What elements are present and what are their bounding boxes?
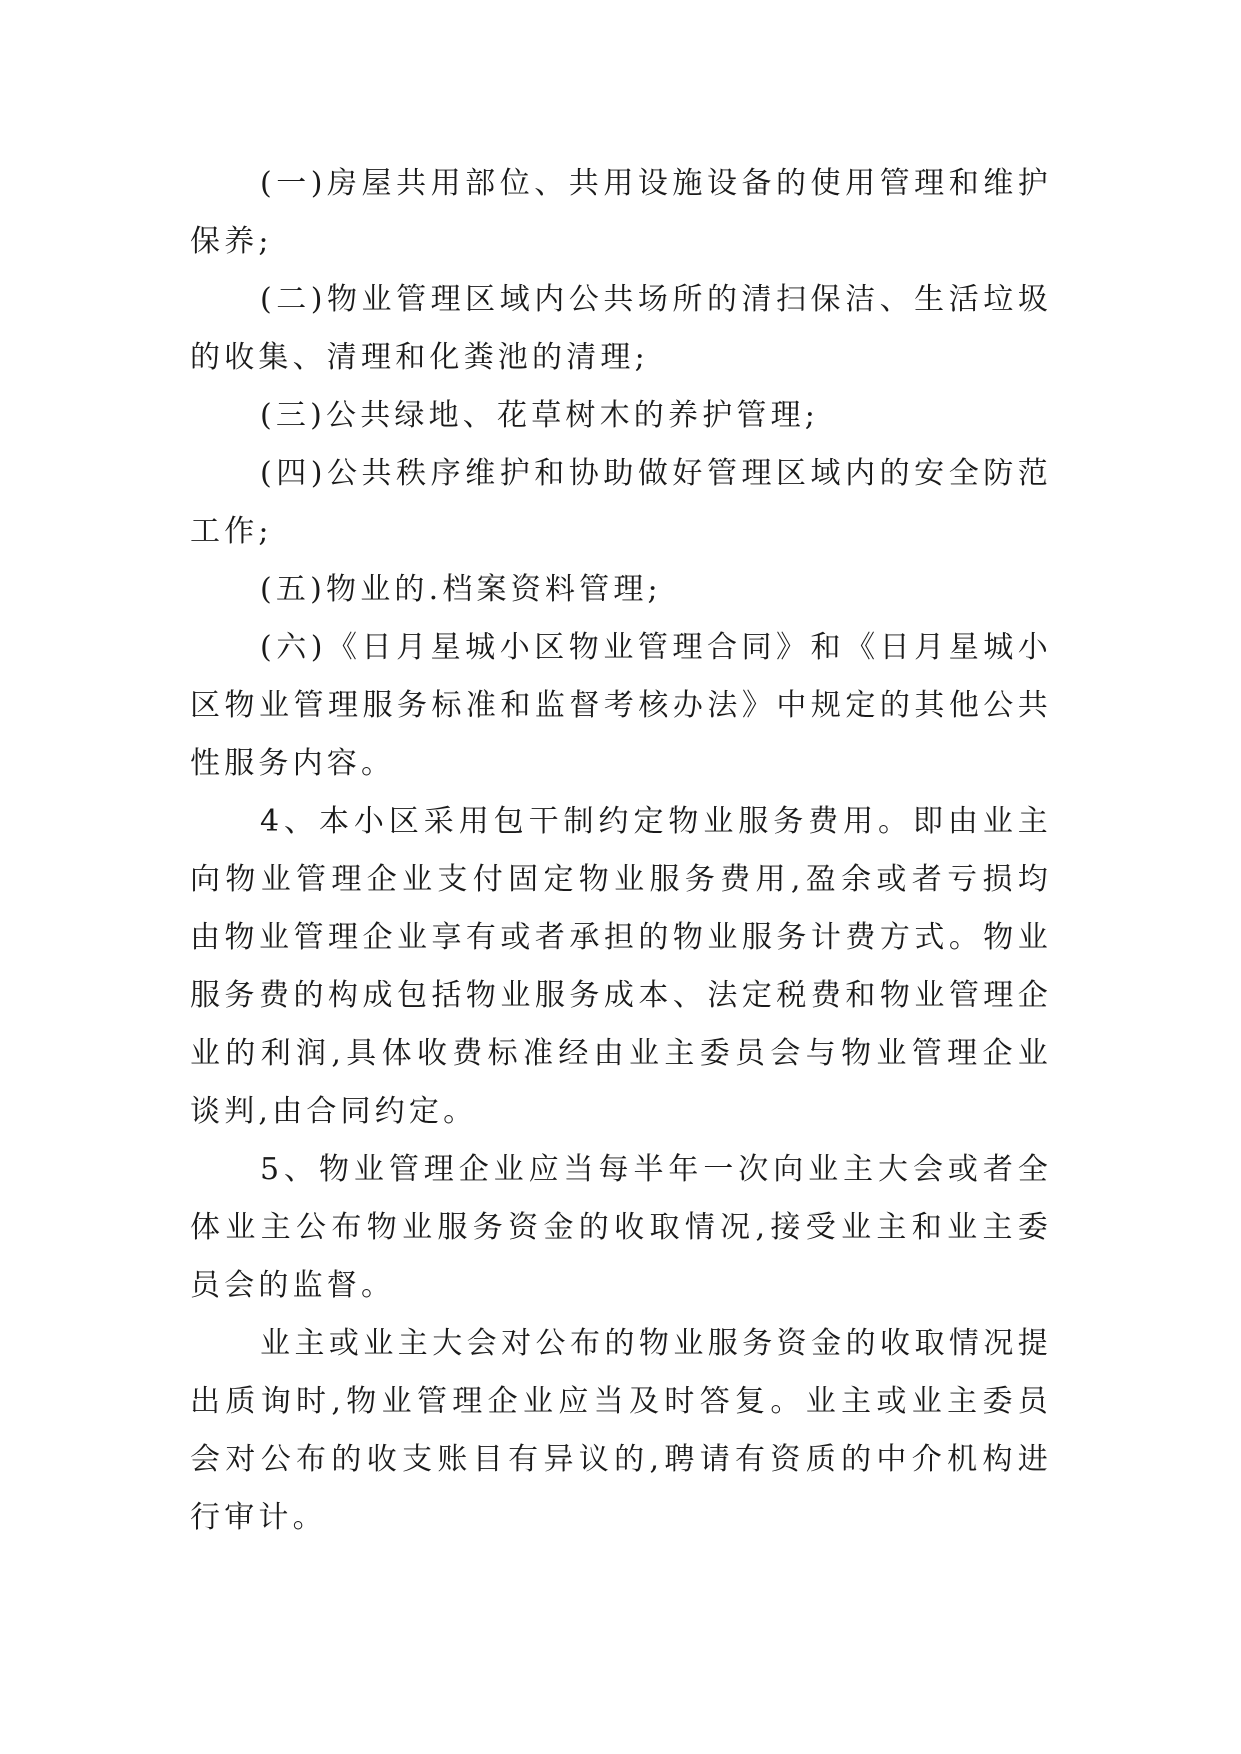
paragraph-inquiry: 业主或业主大会对公布的物业服务资金的收取情况提出质询时,物业管理企业应当及时答复。业主或业主委员会对公布的收支账目有异议的,聘请有资质的中介机构进行审计。 [190, 1326, 1052, 1535]
paragraph-item-1: (一)房屋共用部位、共用设施设备的使用管理和维护保养; [190, 166, 1052, 259]
document-body [190, 155, 1052, 1547]
paragraph-item-6: (六)《日月星城小区物业管理合同》和《日月星城小区物业管理服务标准和监督考核办法》中规定的其他公共性服务内容。 [190, 630, 1052, 781]
paragraph-item-2: (二)物业管理区域内公共场所的清扫保洁、生活垃圾的收集、清理和化粪池的清理; [190, 282, 1052, 375]
paragraph-item-4: (四)公共秩序维护和协助做好管理区域内的安全防范工作; [190, 456, 1052, 549]
paragraph-item-5: (五)物业的.档案资料管理; [260, 572, 662, 607]
paragraph-item-3: (三)公共绿地、花草树木的养护管理; [260, 398, 820, 433]
paragraph-fee-method: 4、本小区采用包干制约定物业服务费用。即由业主向物业管理企业支付固定物业服务费用,盈余或者亏损均由物业管理企业享有或者承担的物业服务计费方式。物业服务费的构成包括物业服务成本、法定税费和物业管理企业的利润,具体收费标准经由业主委员会与物业管理企业谈判,由合同约定。 [190, 804, 1052, 1129]
paragraph-disclosure: 5、物业管理企业应当每半年一次向业主大会或者全体业主公布物业服务资金的收取情况,接受业主和业主委员会的监督。 [190, 1152, 1052, 1303]
